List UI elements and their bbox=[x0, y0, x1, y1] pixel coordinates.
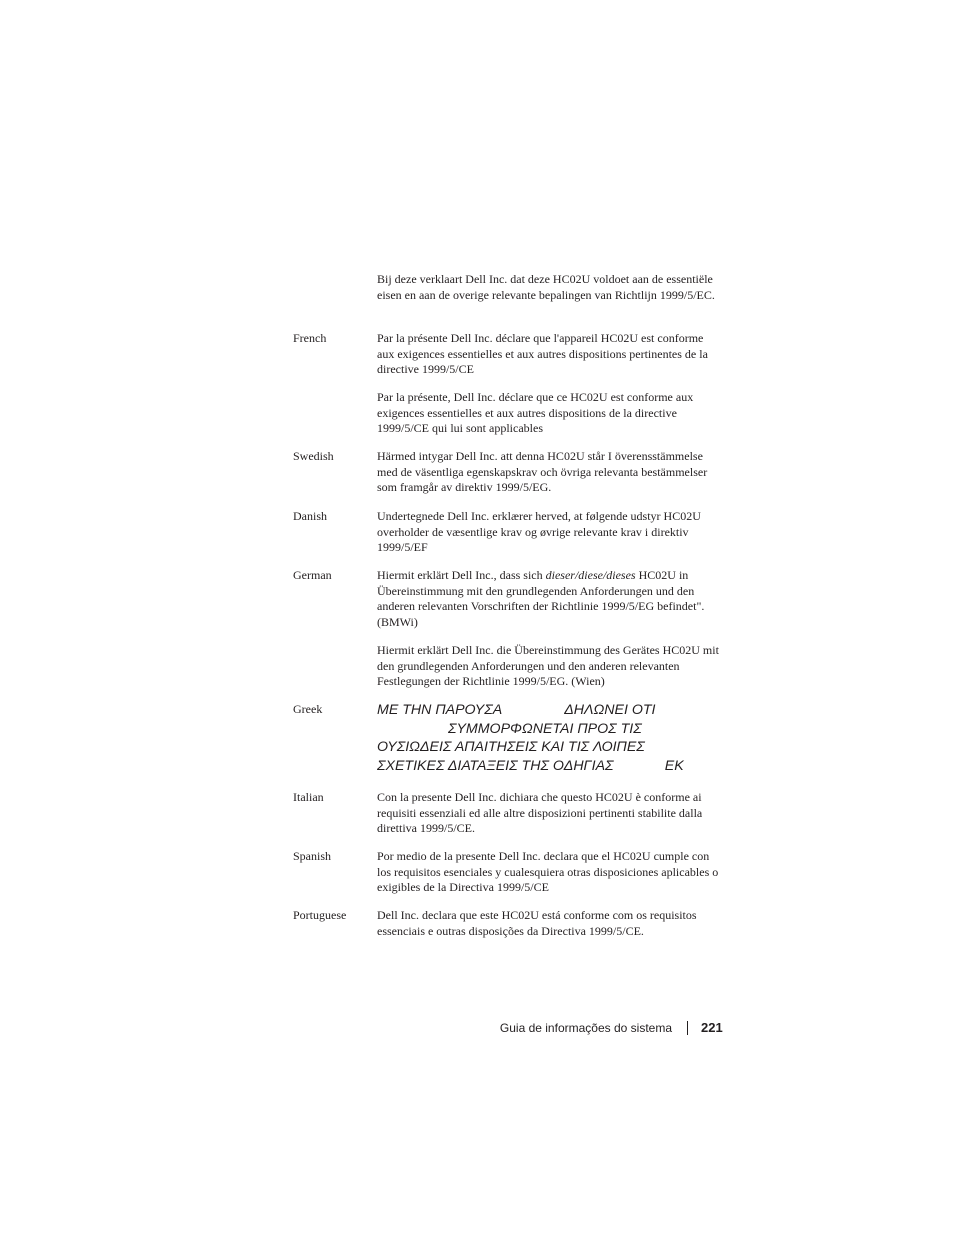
language-label-danish: Danish bbox=[293, 509, 327, 523]
greek-line: ΣΥΜΜΟΡΦΩΝΕΤΑΙ ΠΡΟΣ ΤΙΣ bbox=[377, 720, 642, 737]
french-declaration-2: Par la présente, Dell Inc. déclare que ce HC02U est conforme aux exigences essentielles et aux autres dispositions de la directive 1999/5/CE qui lui sont applicables bbox=[377, 390, 694, 436]
footer-title: Guia de informações do sistema bbox=[499, 1021, 672, 1035]
language-label-italian: Italian bbox=[293, 790, 324, 804]
spanish-declaration: Por medio de la presente Dell Inc. declara que el HC02U cumple con los requisitos esenciales y cualesquiera otras disposiciones aplicables o exigibles de la Directiva 1999/5/CE bbox=[377, 849, 719, 895]
page-number: 221 bbox=[701, 1020, 723, 1035]
dutch-declaration: Bij deze verklaart Dell Inc. dat deze HC02U voldoet aan de essentiële eisen en aan de overige relevante bepalingen van Richtlijn 1999/5/EC. bbox=[377, 272, 715, 302]
german-text-pre: Hiermit erklärt Dell Inc., dass sich bbox=[377, 568, 546, 582]
greek-line: ΜΕ ΤΗΝ ΠΑΡΟΥΣΑ ΔΗΛΩΝΕΙ ΟΤΙ bbox=[377, 702, 656, 718]
language-label-german: German bbox=[293, 568, 332, 582]
language-label-swedish: Swedish bbox=[293, 449, 334, 463]
greek-line: ΣΧΕΤΙΚΕΣ ΔΙΑΤΑΞΕΙΣ ΤΗΣ ΟΔΗΓΙΑΣ ΕΚ bbox=[377, 757, 684, 774]
language-label-greek: Greek bbox=[293, 702, 323, 716]
danish-declaration: Undertegnede Dell Inc. erklærer herved, at følgende udstyr HC02U overholder de væsentlige krav og øvrige relevante krav i direktiv 1999/5/EF bbox=[377, 509, 701, 555]
german-text-italic: dieser/diese/dieses bbox=[545, 568, 636, 582]
french-declaration-1: Par la présente Dell Inc. déclare que l'appareil HC02U est conforme aux exigences essentielles et aux autres dispositions pertinentes de la directive 1999/5/CE bbox=[377, 331, 708, 377]
portuguese-declaration: Dell Inc. declara que este HC02U está conforme com os requisitos essenciais e outras disposições da Directiva 1999/5/CE. bbox=[377, 908, 697, 938]
greek-declaration bbox=[377, 701, 727, 775]
german-declaration-1 bbox=[377, 568, 722, 631]
german-text-post: HC02U in Übereinstimmung mit den grundlegenden Anforderungen und den anderen relevanten Vorschriften der Richtlinie 1999/5/EG befindet". (BMWi) bbox=[377, 568, 705, 630]
language-label-spanish: Spanish bbox=[293, 849, 332, 863]
footer-separator bbox=[687, 1021, 688, 1035]
greek-line: ΟΥΣΙΩΔΕΙΣ ΑΠΑΙΤΗΣΕΙΣ ΚΑΙ ΤΙΣ ΛΟΙΠΕΣ bbox=[377, 739, 645, 756]
german-declaration-2: Hiermit erklärt Dell Inc. die Übereinstimmung des Gerätes HC02U mit den grundlegenden Anforderungen und den anderen relevanten Festlegungen der Richtlinie 1999/5/EG. (Wien) bbox=[377, 643, 719, 689]
language-label-portuguese: Portuguese bbox=[293, 908, 347, 922]
italian-declaration: Con la presente Dell Inc. dichiara che questo HC02U è conforme ai requisiti essenziali ed alle altre disposizioni pertinenti stabilite dalla direttiva 1999/5/CE. bbox=[377, 790, 703, 836]
language-label-french: French bbox=[293, 331, 327, 345]
swedish-declaration: Härmed intygar Dell Inc. att denna HC02U står I överensstämmelse med de väsentliga egenskapskrav och övriga relevanta bestämmelser som framgår av direktiv 1999/5/EG. bbox=[377, 449, 708, 495]
